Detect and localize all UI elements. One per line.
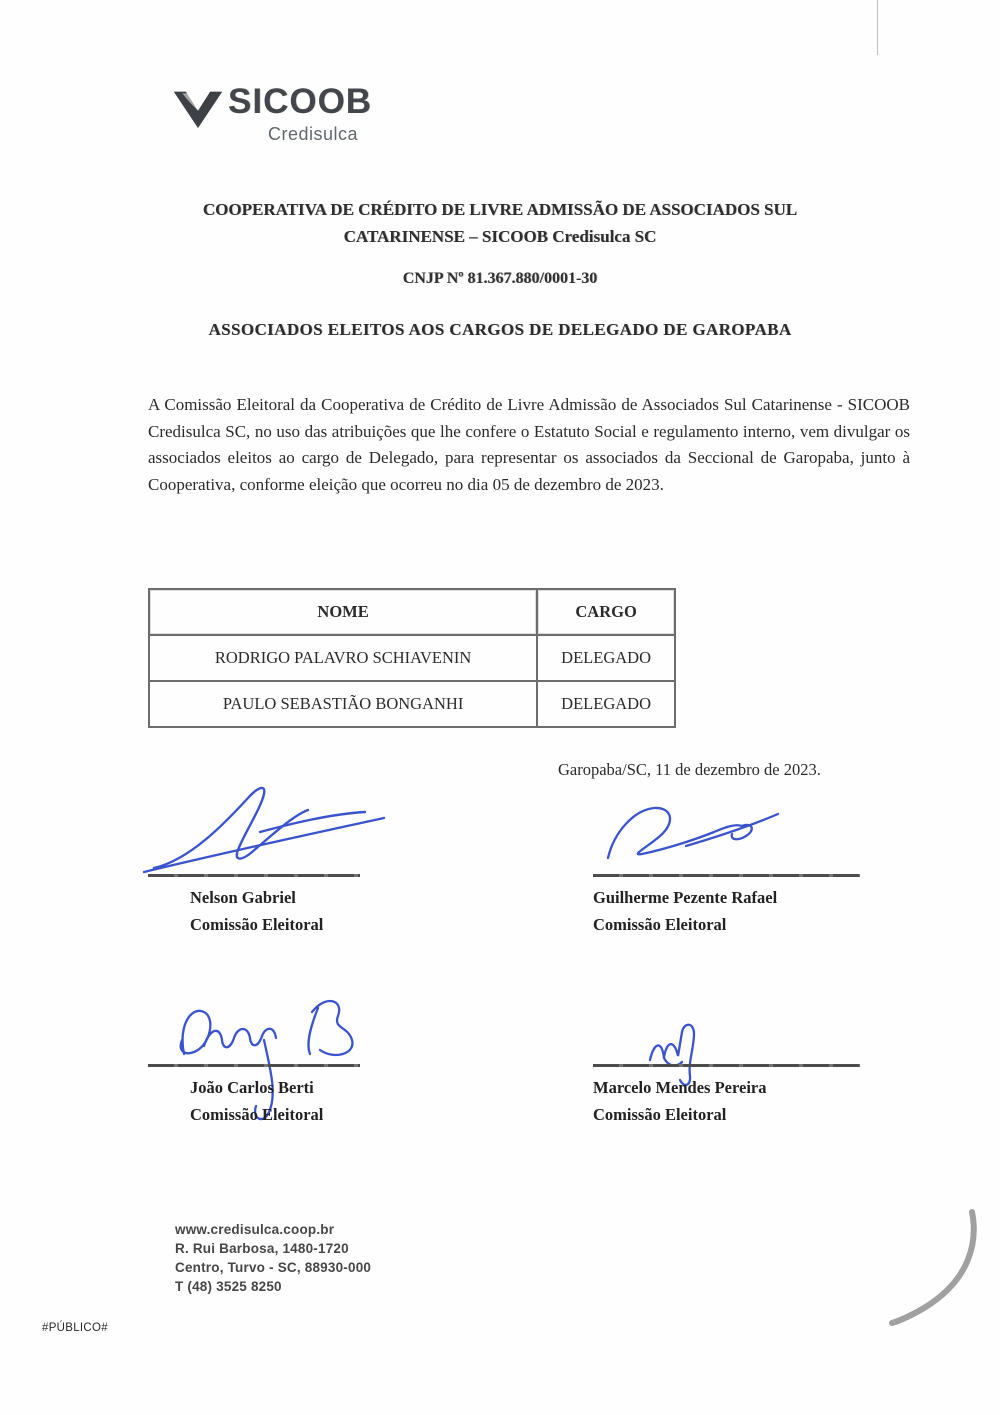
signature-ink-guilherme-pezente-rafael [590, 798, 790, 876]
cell-nome-1: RODRIGO PALAVRO SCHIAVENIN [149, 635, 537, 681]
signer-role: Comissão Eleitoral [190, 1105, 324, 1124]
signature-line [148, 874, 360, 877]
footer-website: www.credisulca.coop.br [175, 1222, 335, 1237]
cell-nome-2: PAULO SEBASTIÃO BONGANHI [149, 681, 537, 727]
cell-cargo-2: DELEGADO [537, 681, 675, 727]
footer-address-line2: Centro, Turvo - SC, 88930-000 [175, 1260, 372, 1275]
cell-cargo-1: DELEGADO [537, 635, 675, 681]
page-curl-artifact [880, 1208, 980, 1328]
delegates-table [148, 588, 676, 728]
dateline: Garopaba/SC, 11 de dezembro de 2023. [558, 760, 821, 779]
title-line-1: COOPERATIVA DE CRÉDITO DE LIVRE ADMISSÃO DE ASSOCIADOS SUL [202, 200, 798, 219]
body-paragraph: A Comissão Eleitoral da Cooperativa de Crédito de Livre Admissão de Associados Sul Catarinense - SICOOB Credisulca SC, no uso das atribuições que lhe confere o Estatuto Social e regulamento interno, vem divulgar os associados eleitos ao cargo de Delegado, para representar os associados da Seccional de Garopaba, junto à Cooperativa, conforme eleição que ocorreu no dia 05 de dezembro de 2023. [148, 395, 910, 494]
signer-name: João Carlos Berti [190, 1078, 314, 1097]
sicoob-chevron-icon [172, 88, 224, 130]
table-header-nome: NOME [149, 589, 537, 635]
title-line-2: CATARINENSE – SICOOB Credisulca SC [343, 227, 657, 246]
footer-contact-block [175, 1220, 371, 1296]
signer-name: Marcelo Mendes Pereira [593, 1078, 767, 1097]
signature-line [148, 1064, 360, 1067]
footer-address-line1: R. Rui Barbosa, 1480-1720 [175, 1241, 349, 1256]
signer-role: Comissão Eleitoral [593, 1105, 727, 1124]
signature-line [593, 1064, 860, 1067]
signer-name: Nelson Gabriel [190, 888, 296, 907]
signer-name: Guilherme Pezente Rafael [593, 888, 778, 907]
signer-role: Comissão Eleitoral [190, 915, 324, 934]
logo-brand-text: SICOOB [228, 82, 373, 121]
classification-label: #PÚBLICO# [42, 1322, 108, 1334]
cnpj-line: CNJP Nº 81.367.880/0001-30 [402, 270, 598, 287]
signature-line [593, 874, 860, 877]
document-title [100, 196, 900, 250]
signature-ink-nelson-gabriel [140, 772, 390, 877]
table-header-cargo: CARGO [537, 589, 675, 635]
table-header-row [149, 589, 675, 635]
table-row [149, 681, 675, 727]
signer-role: Comissão Eleitoral [593, 915, 727, 934]
document-subject: ASSOCIADOS ELEITOS AOS CARGOS DE DELEGADO DE GAROPABA [208, 320, 792, 339]
footer-phone: T (48) 3525 8250 [175, 1279, 282, 1294]
scan-artifact-line [877, 0, 878, 55]
table-row [149, 635, 675, 681]
logo-subbrand-text: Credisulca [268, 124, 359, 144]
